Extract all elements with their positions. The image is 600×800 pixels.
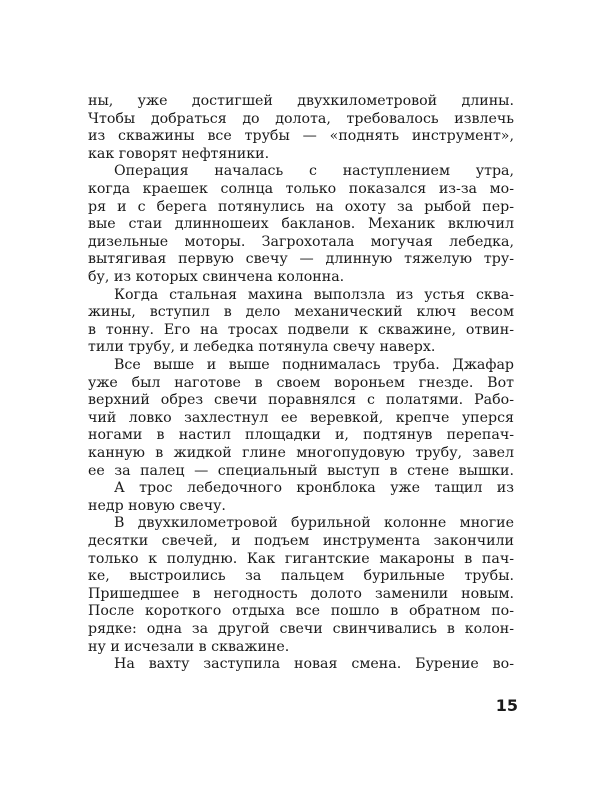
text-line: из скважины все трубы — «поднять инструмент», [88, 128, 514, 145]
text-line: рядке: одна за другой свечи свинчивались в колон- [88, 621, 514, 637]
text-line: когда краешек солнца только показался из-за мо- [88, 181, 514, 197]
text-line: Пришедшее в негодность долото заменили новым. [88, 585, 514, 602]
text-line: уже был наготове в своем вороньем гнезде. Вот [88, 374, 514, 391]
text-line: тили трубу, и лебедка потянула свечу наверх. [88, 339, 436, 356]
text-line: в тонну. Его на тросах подвели к скважине, отвин- [88, 321, 514, 338]
text-line: Когда стальная махина выползла из устья сква- [114, 286, 514, 303]
text-line: Операция началась с наступлением утра, [114, 163, 514, 180]
text-line: верхний обрез свечи поравнялся с полатями. Рабо- [88, 392, 514, 409]
text-line: ке, выстроились за пальцем бурильные трубы. [88, 568, 514, 585]
text-line: только к полудню. Как гигантские макароны в пач- [88, 550, 514, 567]
text-line: ну и исчезали в скважине. [88, 638, 290, 655]
text-line: Все выше и выше поднималась труба. Джафар [114, 357, 514, 373]
text-line: канную в жидкой глине многопудовую трубу, завел [88, 445, 514, 461]
text-line: вытягивая первую свечу — длинную тяжелую тру- [88, 251, 514, 268]
text-line: ее за палец — специальный выступ в стене вышки. [88, 462, 514, 479]
text-line: Чтобы добраться до долота, требовалось извлечь [88, 110, 514, 127]
text-line: вые стаи длинношеих бакланов. Механик включил [88, 216, 514, 233]
text-line: ны, уже достигшей двухкилометровой длины. [88, 93, 514, 109]
text-line: десятки свечей, и подъем инструмента закончили [88, 533, 514, 549]
text-line: недр новую свечу. [88, 497, 226, 514]
text-line: ря и с берега потянулись на охоту за рыбой пер- [88, 198, 514, 215]
text-line: ногами в настил площадки и, подтянув перепач- [88, 427, 514, 444]
text-line: А трос лебедочного кронблока уже тащил из [114, 480, 514, 497]
text-line: как говорят нефтяники. [88, 145, 270, 162]
text-line: дизельные моторы. Загрохотала могучая лебедка, [88, 233, 514, 250]
text-line: В двухкилометровой бурильной колонне многие [114, 515, 514, 532]
text-line: бу, из которых свинчена колонна. [88, 269, 345, 285]
text-line: чий ловко захлестнул ее веревкой, крепче уперся [88, 409, 514, 426]
text-line: После короткого отдыха все пошло в обратном по- [88, 603, 514, 620]
page-number: 15 [495, 696, 518, 715]
text-line: жины, вступил в дело механический ключ весом [88, 304, 514, 321]
text-line: На вахту заступила новая смена. Бурение во- [114, 656, 514, 673]
